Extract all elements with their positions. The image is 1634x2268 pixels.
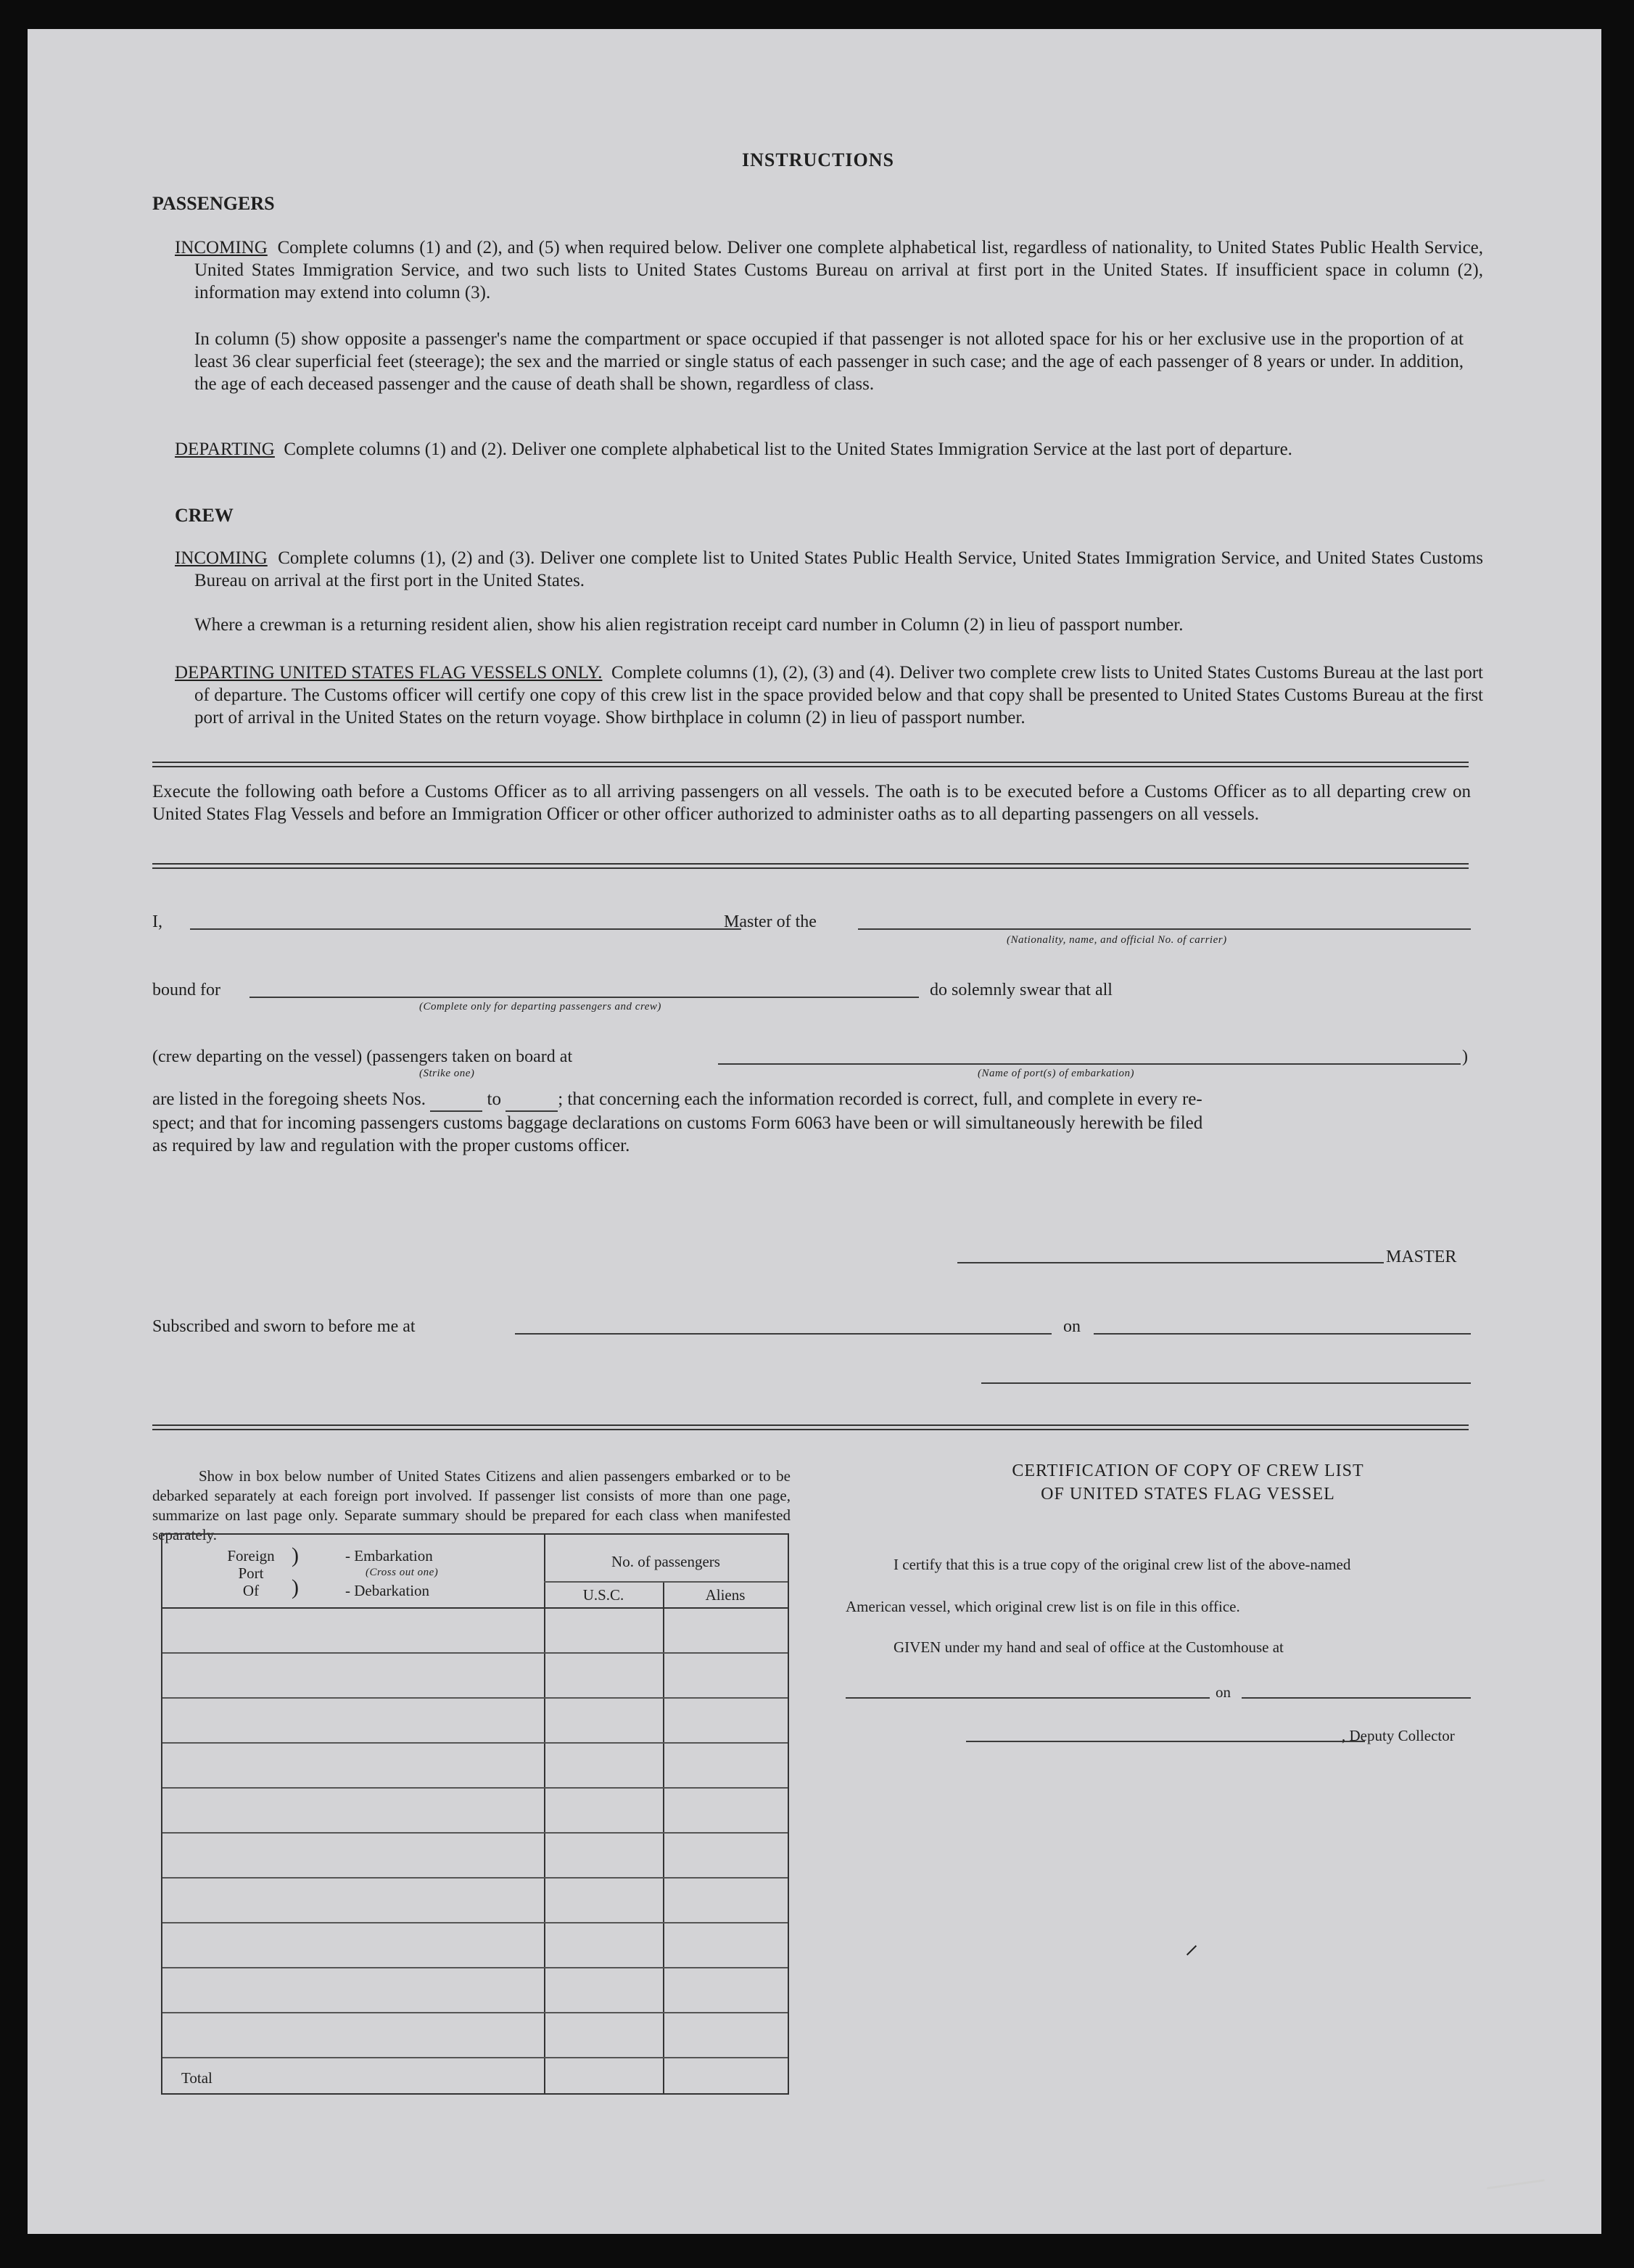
header-embarkation[interactable]: - Embarkation xyxy=(345,1547,433,1564)
pen-mark xyxy=(1187,1945,1197,1955)
certify-text: I certify that this is a true copy of the original crew list of the above-named xyxy=(894,1556,1351,1573)
sworn-date-field[interactable] xyxy=(1094,1333,1471,1335)
header-foreign: Foreign xyxy=(227,1547,275,1564)
oath-close-paren: ) xyxy=(1462,1047,1468,1066)
complete-only-caption: (Complete only for departing passengers and crew) xyxy=(419,1001,661,1013)
listed-suffix: ; that concerning each the information recorded is correct, full, and complete in every re- xyxy=(558,1089,1202,1109)
table-row-rule xyxy=(162,1877,788,1879)
passengers-departing-text: Complete columns (1) and (2). Deliver one complete alphabetical list to the United States Immigration Service at the last port of departure. xyxy=(284,440,1292,459)
form-page xyxy=(28,29,1601,2234)
header-usc: U.S.C. xyxy=(582,1586,624,1604)
passengers-incoming-text: Complete columns (1) and (2), and (5) when required below. Deliver one complete alphabetical list, regardless of nationality, to United States Public Health Service, United States Immigration Service, and two such lists to United States Customs Bureau on arrival at first port in the United States. If insufficient space in column (2), information may extend into column (3). xyxy=(194,238,1484,302)
table-row-rule xyxy=(162,1967,788,1968)
certification-on-label: on xyxy=(1216,1683,1231,1701)
crew-resident-paragraph: Where a crewman is a returning resident alien, show his alien registration receipt card number in Column (2) in lieu of passport number. xyxy=(194,615,1184,635)
master-signature-field[interactable] xyxy=(957,1262,1384,1263)
deputy-signature-field[interactable] xyxy=(966,1741,1365,1742)
header-aliens: Aliens xyxy=(705,1586,746,1604)
brace-top: ) xyxy=(292,1543,299,1567)
table-divider-port xyxy=(544,1535,545,2093)
bound-for-field[interactable] xyxy=(249,997,919,998)
sheet-to-field[interactable] xyxy=(506,1088,558,1112)
deputy-collector-label: , Deputy Collector xyxy=(1342,1727,1455,1744)
passenger-summary-table xyxy=(161,1533,789,2095)
certification-title-line1: CERTIFICATION OF COPY OF CREW LIST xyxy=(1012,1461,1364,1480)
table-row-rule xyxy=(162,1787,788,1789)
sheet-from-field[interactable] xyxy=(430,1088,482,1112)
listed-line3: as required by law and regulation with the proper customs officer. xyxy=(152,1136,630,1155)
passengers-incoming-label: INCOMING xyxy=(175,238,268,257)
sworn-place-field[interactable] xyxy=(515,1333,1052,1335)
master-label: MASTER xyxy=(1386,1248,1457,1266)
table-row-rule xyxy=(162,1652,788,1654)
passengers-column5-paragraph: In column (5) show opposite a passenger's name the compartment or space occupied if that passenger is not alloted space for his or her exclusive use in the proportion of at least 36 clear superficial feet (steerage); the sex and the married or single status of each passenger in such case; and the age of each passenger of 8 years or under. In addition, the age of each deceased passenger and the cause of death shall be shown, regardless of class. xyxy=(194,329,1464,394)
crew-incoming-label: INCOMING xyxy=(175,548,268,568)
certification-title-line2: OF UNITED STATES FLAG VESSEL xyxy=(1041,1485,1335,1504)
passengers-heading: PASSENGERS xyxy=(152,193,275,214)
crew-departing-us-label: DEPARTING UNITED STATES FLAG VESSELS ONLY. xyxy=(175,663,603,683)
table-header-rule xyxy=(162,1607,788,1609)
table-row-rule xyxy=(162,1922,788,1923)
sworn-on-label: on xyxy=(1063,1317,1081,1336)
certification-date-field[interactable] xyxy=(1242,1697,1471,1699)
crew-departing-us-text: Complete columns (1), (2), (3) and (4). Deliver two complete crew lists to United States Customs Bureau at the last port of departure. The Customs officer will certify one copy of this crew list in the space provided below and that copy shall be presented to United States Customs Bureau at the first port of arrival in the United States on the return voyage. Show birthplace in column (2) in lieu of passport number. xyxy=(194,663,1484,727)
summary-instructions: Show in box below number of United States Citizens and alien passengers embarked or to be debarked separately at each foreign port involved. If passenger list consists of more than one page, summarize on last page only. Separate summary should be prepared for each class when manifested separately. xyxy=(152,1467,791,1543)
table-divider-usc xyxy=(663,1581,664,2093)
american-vessel-text: American vessel, which original crew list is on file in this office. xyxy=(846,1598,1240,1615)
crew-passengers-strike-label[interactable]: (crew departing on the vessel) (passengers taken on board at xyxy=(152,1047,573,1066)
oath-listed-paragraph xyxy=(152,1088,1472,1157)
section-divider-3 xyxy=(152,1424,1469,1430)
passengers-departing-label: DEPARTING xyxy=(175,440,275,459)
total-label: Total xyxy=(181,2069,212,2087)
passengers-incoming-paragraph xyxy=(175,236,1483,304)
table-passengers-subrule xyxy=(544,1581,788,1583)
header-debarkation[interactable]: - Debarkation xyxy=(345,1582,430,1599)
port-of-embarkation-field[interactable] xyxy=(718,1063,1461,1065)
listed-to: to xyxy=(487,1089,501,1109)
listed-line2: spect; and that for incoming passengers customs baggage declarations on customs Form 6063 have been or will simultaneously herewith be filed xyxy=(152,1113,1203,1133)
crew-heading: CREW xyxy=(175,505,234,526)
subscribed-label: Subscribed and sworn to before me at xyxy=(152,1317,416,1336)
carrier-field[interactable] xyxy=(858,928,1471,930)
bound-for-label: bound for xyxy=(152,981,220,999)
customhouse-field[interactable] xyxy=(846,1697,1210,1699)
section-divider-2 xyxy=(152,863,1469,869)
crew-departing-us-paragraph xyxy=(175,661,1483,729)
master-of-the-label: Master of the xyxy=(724,912,817,931)
table-row-rule xyxy=(162,1832,788,1834)
passengers-departing-paragraph xyxy=(175,438,1483,461)
instructions-title: INSTRUCTIONS xyxy=(742,149,894,170)
name-of-port-caption: (Name of port(s) of embarkation) xyxy=(978,1068,1134,1079)
listed-prefix: are listed in the foregoing sheets Nos. xyxy=(152,1089,426,1109)
header-of: Of xyxy=(242,1582,260,1599)
header-port: Port xyxy=(238,1564,264,1582)
header-no-of-passengers: No. of passengers xyxy=(611,1553,720,1570)
section-divider-1 xyxy=(152,762,1469,767)
do-solemnly-label: do solemnly swear that all xyxy=(930,981,1113,999)
oath-i-label: I, xyxy=(152,912,162,931)
nationality-caption: (Nationality, name, and official No. of carrier) xyxy=(1007,934,1227,946)
strike-one-caption: (Strike one) xyxy=(419,1068,475,1079)
oath-instructions: Execute the following oath before a Customs Officer as to all arriving passengers on all vessels. The oath is to be executed before a Customs Officer as to all departing crew on United States Flag Vessels and before an Immigration Officer or other officer authorized to administer oaths as to all departing passengers on all vessels. xyxy=(152,782,1471,824)
brace-bottom: ) xyxy=(292,1575,299,1599)
master-name-field[interactable] xyxy=(190,928,741,930)
table-row-rule xyxy=(162,2012,788,2013)
officer-signature-field[interactable] xyxy=(981,1382,1471,1384)
crew-incoming-paragraph xyxy=(175,547,1483,592)
given-text: GIVEN under my hand and seal of office at the Customhouse at xyxy=(894,1638,1284,1656)
certification-title xyxy=(912,1459,1464,1506)
table-row-rule xyxy=(162,1742,788,1744)
crew-incoming-text: Complete columns (1), (2) and (3). Deliver one complete list to United States Public Health Service, United States Immigration Service, and United States Customs Bureau on arrival at the first port in the United States. xyxy=(194,548,1484,590)
table-row-rule xyxy=(162,2057,788,2058)
table-row-rule xyxy=(162,1697,788,1699)
header-cross-out-one: (Cross out one) xyxy=(366,1567,439,1578)
